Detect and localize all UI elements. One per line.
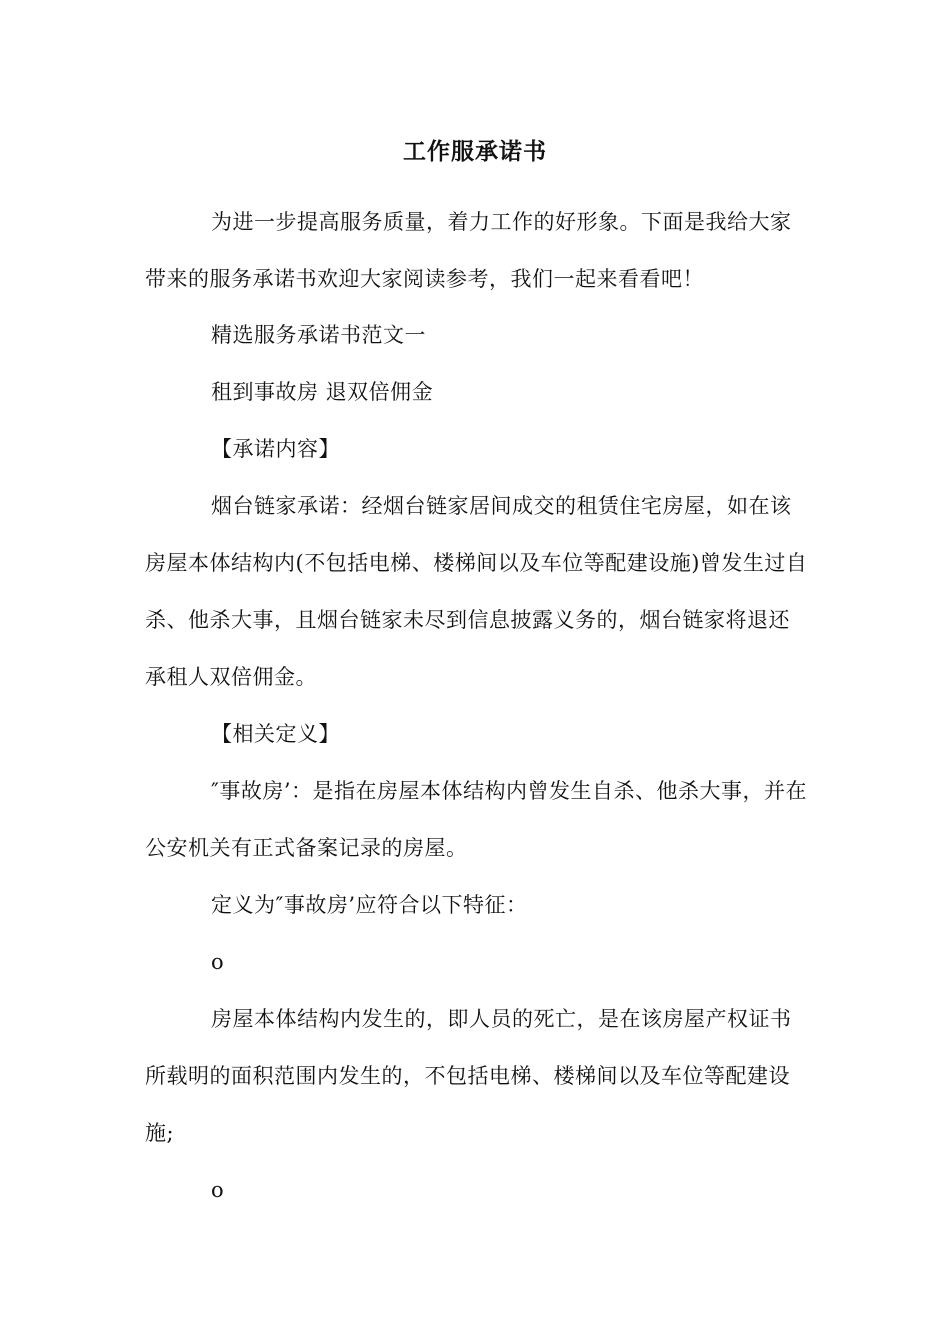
intro-paragraph: 为进一步提高服务质量，着力工作的好形象。下面是我给大家带来的服务承诺书欢迎大家阅读参考，我们一起来看看吧！ [145,210,792,291]
feature-paragraph: 房屋本体结构内发生的，即人员的死亡，是在该房屋产权证书所载明的面积范围内发生的，不包括电梯、楼梯间以及车位等配建设施; [145,1007,792,1145]
definition-paragraph: ″事故房’：是指在房屋本体结构内曾发生自杀、他杀大事，并在公安机关有正式备案记录的房屋。 [145,779,808,860]
features-intro: 定义为″事故房’应符合以下特征： [211,893,528,917]
promise-paragraph: 烟台链家承诺：经烟台链家居间成交的租赁住宅房屋，如在该房屋本体结构内(不包括电梯、楼梯间以及车位等配建设施)曾发生过自杀、他杀大事，且烟台链家未尽到信息披露义务的，烟台链家将退还承租人双倍佣金。 [145,494,808,689]
subheading-accident-house: 租到事故房 退双倍佣金 [211,380,434,404]
bullet-marker: o [211,1178,225,1202]
bullet-marker: o [211,950,225,974]
page-title: 工作服承诺书 [403,138,547,165]
heading-promise-content: 【承诺内容】 [211,437,340,461]
section-heading-sample-one: 精选服务承诺书范文一 [211,323,426,347]
heading-related-definitions: 【相关定义】 [211,722,340,746]
